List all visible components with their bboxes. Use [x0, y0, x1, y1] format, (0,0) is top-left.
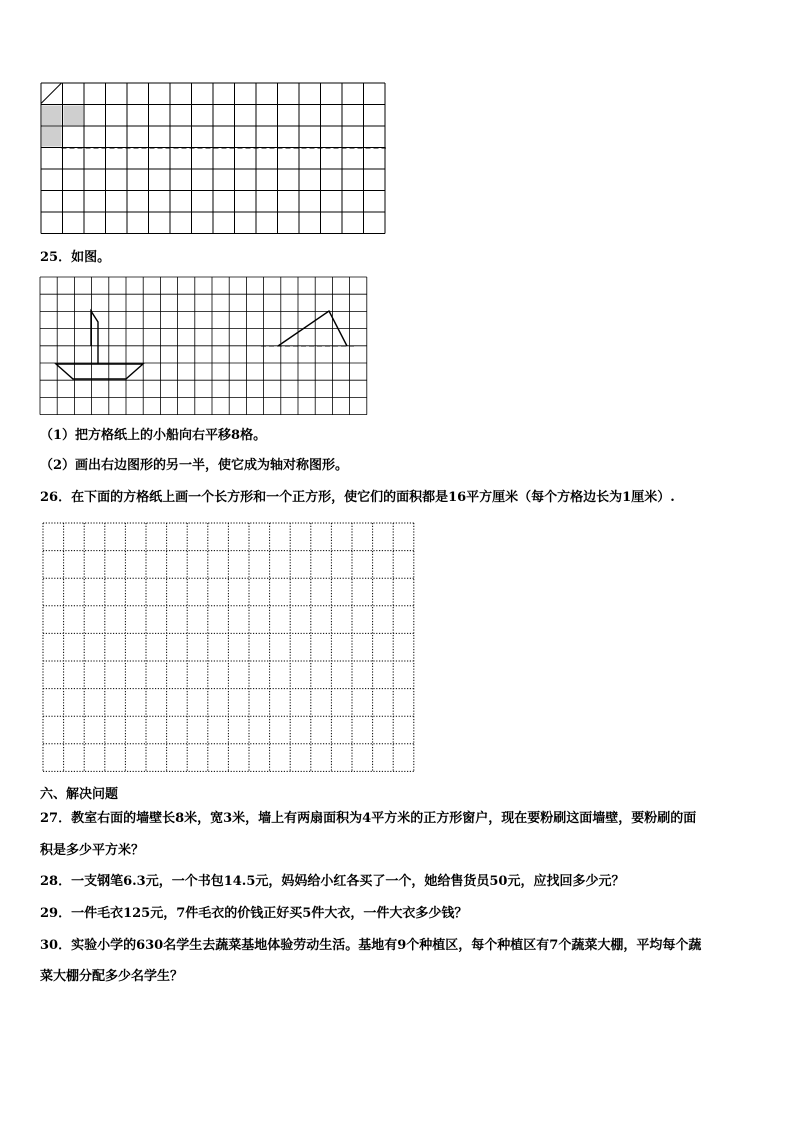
q25-part2: （2）画出右边图形的另一半，使它成为轴对称图形。	[40, 458, 349, 473]
boat-mast	[91, 311, 98, 364]
shaded-cell	[42, 106, 62, 126]
grid-boat	[39, 276, 369, 418]
boat-hull	[56, 364, 143, 379]
q26-label: 26．在下面的方格纸上画一个长方形和一个正方形，使它们的面积都是16平方厘米（每个方格边长为1厘米）.	[40, 490, 675, 505]
diagonal-edge	[41, 83, 62, 104]
q29-text: 29．一件毛衣125元，7件毛衣的价钱正好买5件大衣，一件大衣多少钱？	[40, 906, 468, 921]
q27-line2: 积是多少平方米？	[40, 843, 145, 858]
q30-line2: 菜大棚分配多少名学生？	[40, 969, 184, 984]
shaded-cell	[42, 127, 62, 147]
q28-text: 28．一支钢笔6.3元，一个书包14.5元，妈妈给小红各买了一个，她给售货员50元，应找回多少元？	[40, 874, 625, 889]
q30-line1: 30．实验小学的630名学生去蔬菜基地体验劳动生活。基地有9个种植区，每个种植区有7个蔬菜大棚，平均每个蔬	[40, 938, 702, 953]
grid-dotted	[42, 522, 422, 774]
q27-line1: 27．教室右面的墙壁长8米，宽3米，墙上有两扇面积为4平方米的正方形窗户，现在要粉刷这面墙壁，要粉刷的面	[40, 811, 697, 826]
grid-symmetry-top	[40, 82, 390, 237]
q25-part1: （1）把方格纸上的小船向右平移8格。	[40, 428, 267, 443]
q25-label: 25．如图。	[40, 250, 111, 265]
shaded-cell	[64, 106, 84, 126]
section-6-title: 六、解决问题	[40, 787, 119, 802]
